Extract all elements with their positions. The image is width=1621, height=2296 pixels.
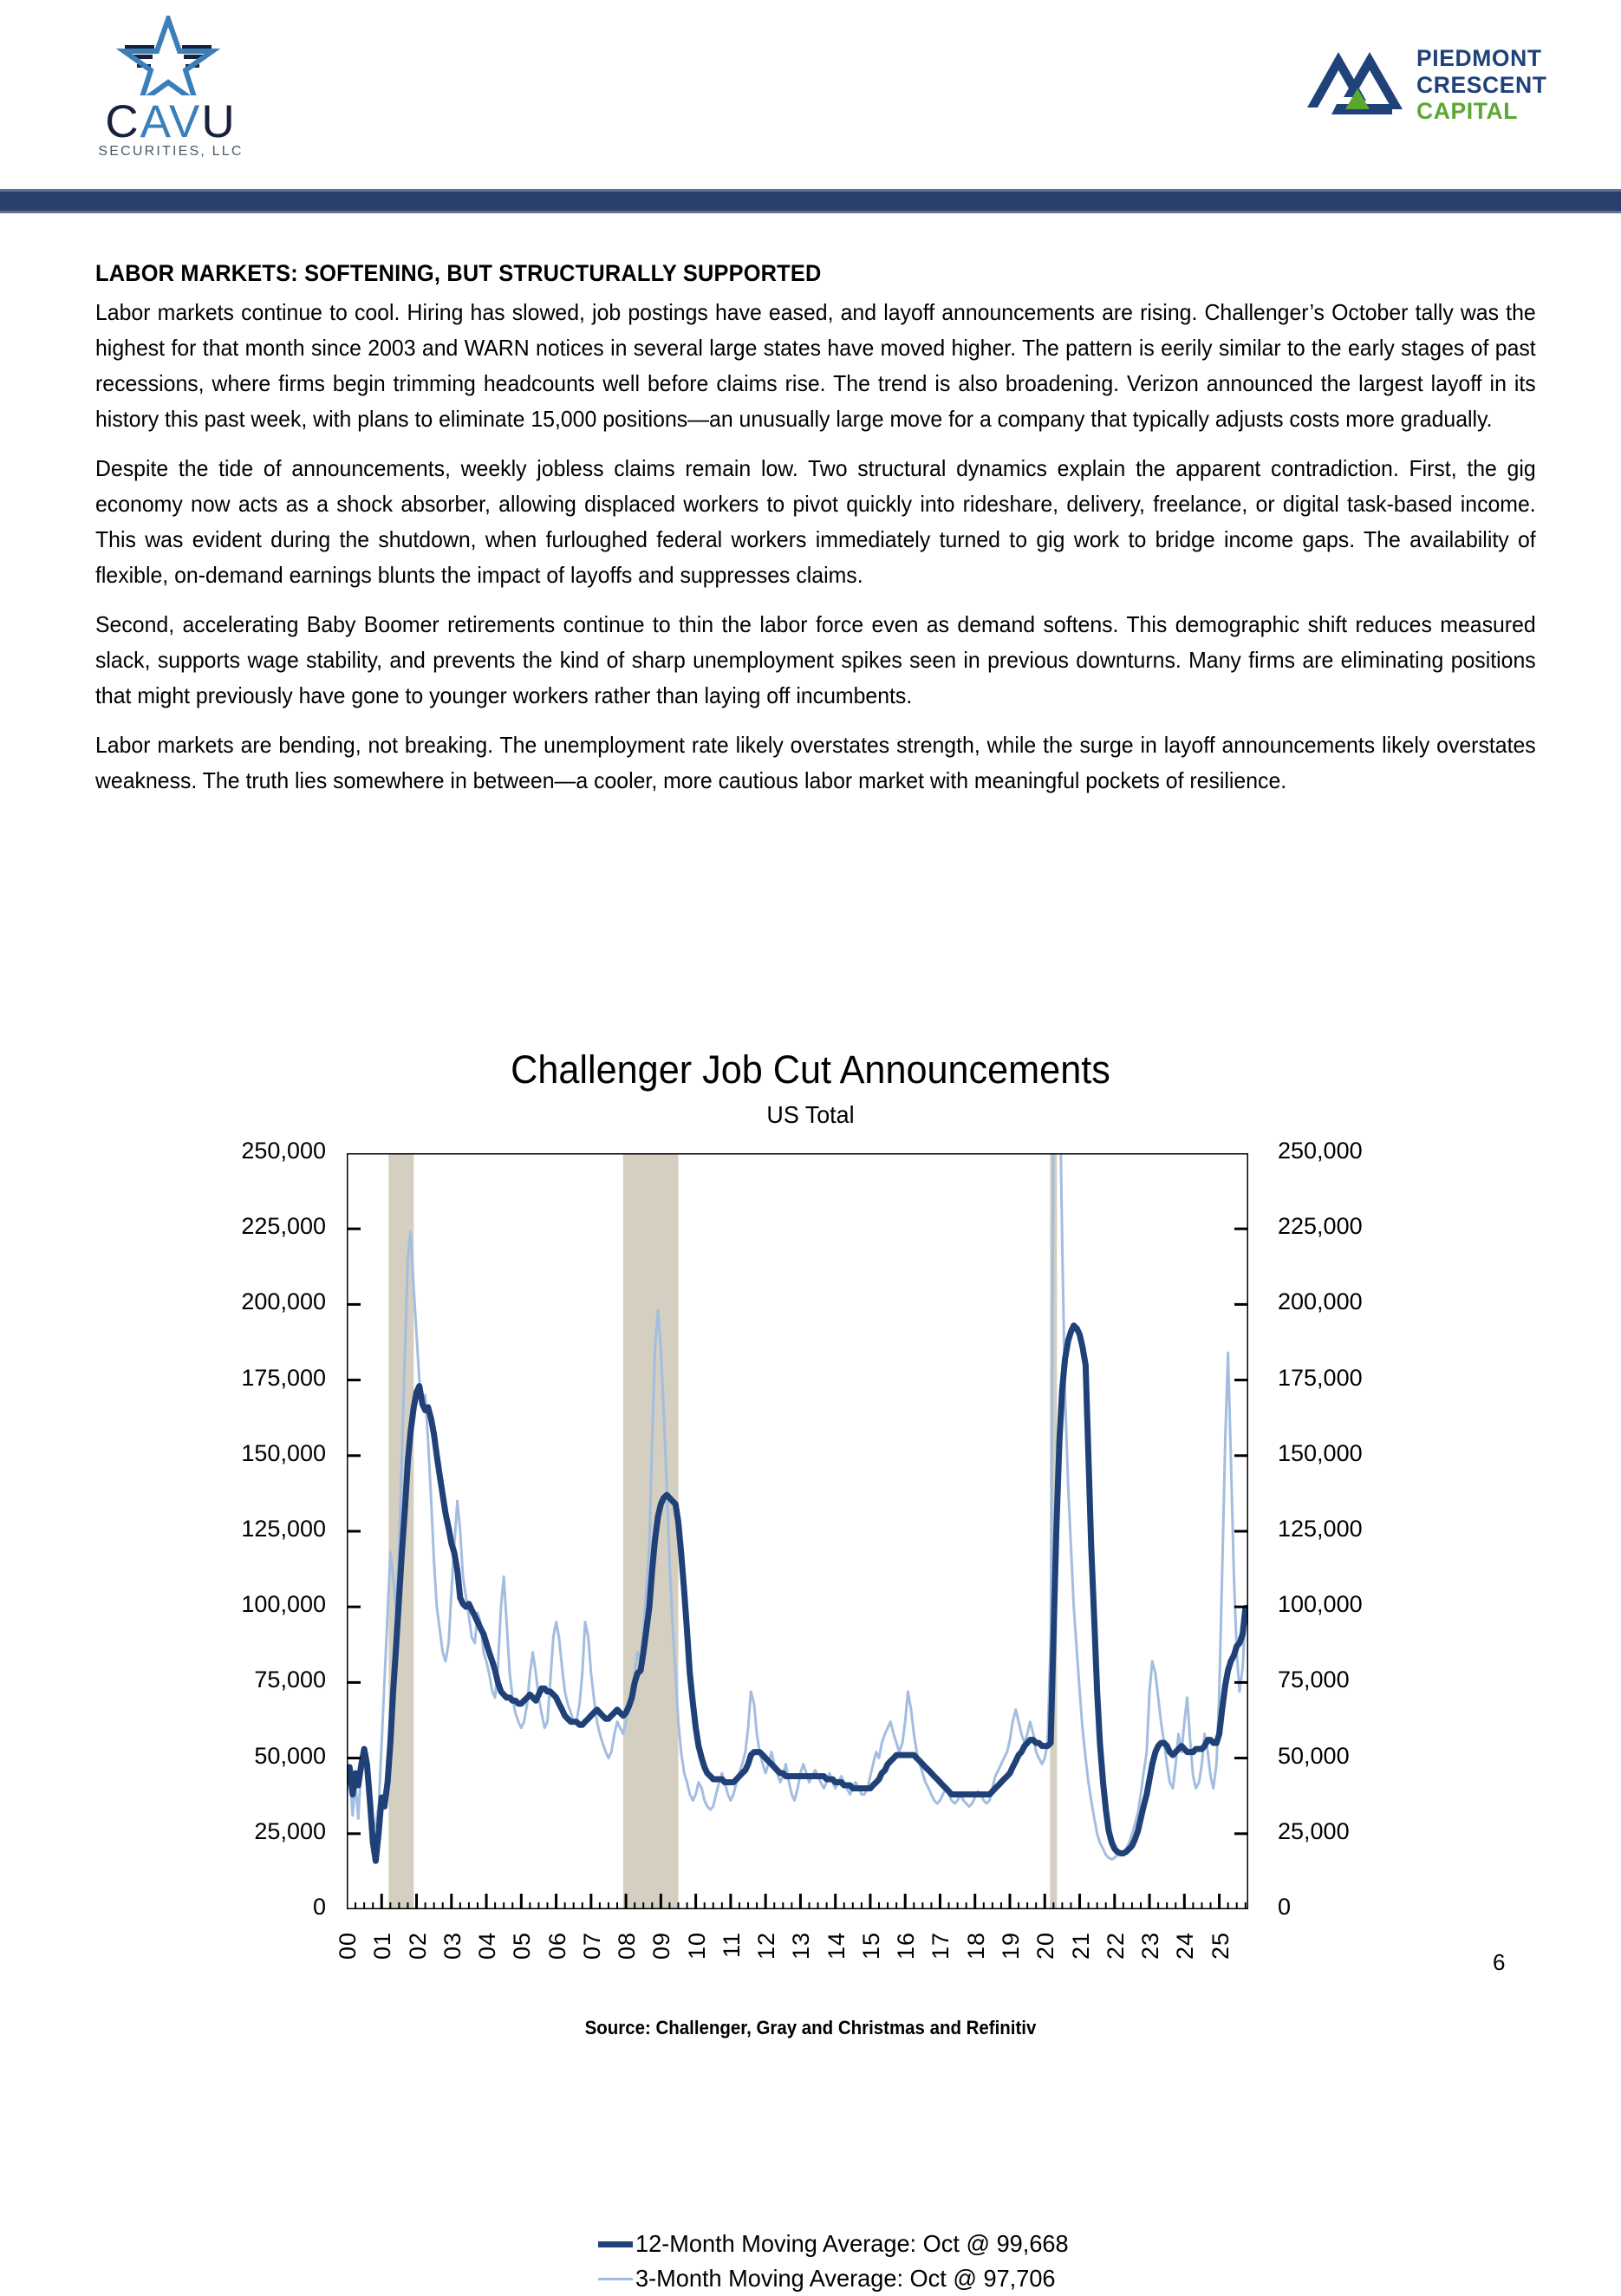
x-tick-label: 02 [404,1932,431,1960]
y-tick-right: 75,000 [1278,1667,1350,1693]
y-tick-right: 175,000 [1278,1364,1363,1391]
chart-source-note: Source: Challenger, Gray and Christmas and Refinitiv [584,2017,1037,2038]
series-line-12mo [347,1326,1246,1861]
pcc-line-2: CRESCENT [1416,71,1547,98]
x-tick-label: 16 [893,1932,920,1960]
pcc-wordmark [1416,45,1547,125]
legend-line-12mo-icon [598,2241,633,2247]
legend-item-3mo [598,2261,1082,2296]
legend-item-12mo [598,2227,1082,2261]
y-tick-right: 200,000 [1278,1288,1363,1315]
y-tick-right: 250,000 [1278,1138,1363,1164]
cavu-subtitle: SECURITIES, LLC [98,144,244,159]
header-divider-bar [0,189,1621,213]
x-tick-label: 12 [753,1932,780,1960]
y-tick-right: 125,000 [1278,1516,1363,1542]
x-tick-label: 24 [1172,1932,1199,1960]
x-tick-label: 13 [788,1932,815,1960]
x-tick-label: 03 [439,1932,465,1960]
pcc-line-3: CAPITAL [1416,98,1519,125]
mountain-peaks-icon [1305,47,1409,116]
x-tick-label: 04 [474,1932,501,1960]
cavu-securities-logo [71,16,270,167]
legend-label-3mo: 3-Month Moving Average: Oct @ 97,706 [635,2265,1056,2292]
challenger-job-cuts-chart [0,1047,1621,2292]
y-tick-right: 100,000 [1278,1591,1363,1618]
y-tick-right: 50,000 [1278,1742,1350,1769]
x-tick-label: 20 [1032,1932,1059,1960]
x-tick-label: 17 [928,1932,954,1960]
paragraph-2: Despite the tide of announcements, weekly jobless claims remain low. Two structural dynamics explain the apparent contradiction. First, the gig economy now acts as a shock absorber, allowing displaced workers to pivot quickly into rideshare, delivery, freelance, or digital task-based income. This was evident during the shutdown, when furloughed federal workers immediately turned to gig work to bridge income gaps. The availability of flexible, on-demand earnings blunts the impact of layoffs and suppresses claims. [95,455,1536,588]
y-tick-left: 250,000 [241,1138,326,1164]
x-tick-label: 01 [369,1932,396,1960]
chart-subtitle: US Total [766,1101,855,1128]
x-tick-label: 22 [1102,1932,1129,1960]
y-tick-left: 225,000 [241,1213,326,1240]
cavu-wordmark [71,95,270,148]
paragraph-3: Second, accelerating Baby Boomer retirements continue to thin the labor force even as demand softens. This demographic shift reduces measured slack, supports wage stability, and prevents the kind of sharp unemployment spikes seen in previous downturns. Many firms are eliminating positions that might previously have gone to younger workers rather than laying off incumbents. [95,611,1536,708]
x-tick-label: 21 [1067,1932,1094,1960]
x-tick-label: 08 [614,1932,641,1960]
star-wings-icon [116,16,220,95]
page-header [0,0,1621,182]
y-tick-left: 150,000 [241,1439,326,1466]
chart-plot-area [347,1153,1248,1909]
x-tick-label: 00 [335,1932,361,1960]
piedmont-crescent-capital-logo [1288,26,1566,130]
x-tick-label: 19 [998,1932,1024,1960]
x-tick-label: 15 [857,1932,884,1960]
cavu-wordmark-text: CAVU [105,96,237,147]
y-tick-left: 175,000 [241,1364,326,1391]
y-tick-left: 75,000 [254,1667,326,1693]
y-axis-left [173,1138,338,1920]
y-axis-right [1266,1138,1430,1920]
page-number: 6 [1493,1949,1506,1975]
y-tick-left: 25,000 [254,1817,326,1844]
chart-legend [598,2227,1082,2296]
x-tick-label: 05 [509,1932,536,1960]
legend-label-12mo: 12-Month Moving Average: Oct @ 99,668 [635,2230,1069,2257]
y-tick-left: 0 [312,1894,326,1920]
x-tick-label: 09 [648,1932,675,1960]
chart-title: Challenger Job Cut Announcements [511,1047,1110,1092]
x-tick-label: 07 [578,1932,605,1960]
x-tick-label: 06 [544,1932,570,1960]
paragraph-1: Labor markets continue to cool. Hiring has slowed, job postings have eased, and layoff announcements are rising. Challenger’s October tally was the highest for that month since 2003 and WARN notices in several large states have moved higher. The pattern is eerily similar to the early stages of past recessions, where firms begin trimming headcounts well before claims rise. The trend is also broadening. Verizon announced the largest layoff in its history this past week, with plans to eliminate 15,000 positions—an unusually large move for a company that typically adjusts costs more gradually. [95,299,1536,432]
x-tick-label: 23 [1137,1932,1164,1960]
y-tick-left: 125,000 [241,1516,326,1542]
y-tick-left: 50,000 [254,1742,326,1769]
pcc-line-1: PIEDMONT [1416,45,1542,71]
legend-line-3mo-icon [598,2278,633,2280]
y-tick-right: 150,000 [1278,1439,1363,1466]
x-tick-label: 25 [1207,1932,1234,1960]
y-tick-left: 100,000 [241,1591,326,1618]
x-tick-label: 14 [823,1932,850,1960]
x-tick-label: 11 [718,1932,745,1959]
x-tick-label: 10 [683,1932,710,1960]
x-axis-labels [335,1932,1248,2014]
x-tick-label: 18 [962,1932,989,1960]
page-title: LABOR MARKETS: SOFTENING, BUT STRUCTURALLY SUPPORTED [95,260,822,286]
chart-svg [347,1153,1248,1909]
y-tick-right: 25,000 [1278,1817,1350,1844]
series-line-3mo [347,1153,1246,1859]
y-tick-left: 200,000 [241,1288,326,1315]
paragraph-4: Labor markets are bending, not breaking. The unemployment rate likely overstates strength, while the surge in layoff announcements likely overstates weakness. The truth lies somewhere in between—a cooler, more cautious labor market with meaningful pockets of resilience. [95,732,1536,793]
y-tick-right: 225,000 [1278,1213,1363,1240]
document-body [95,260,1536,812]
y-tick-right: 0 [1278,1894,1292,1920]
